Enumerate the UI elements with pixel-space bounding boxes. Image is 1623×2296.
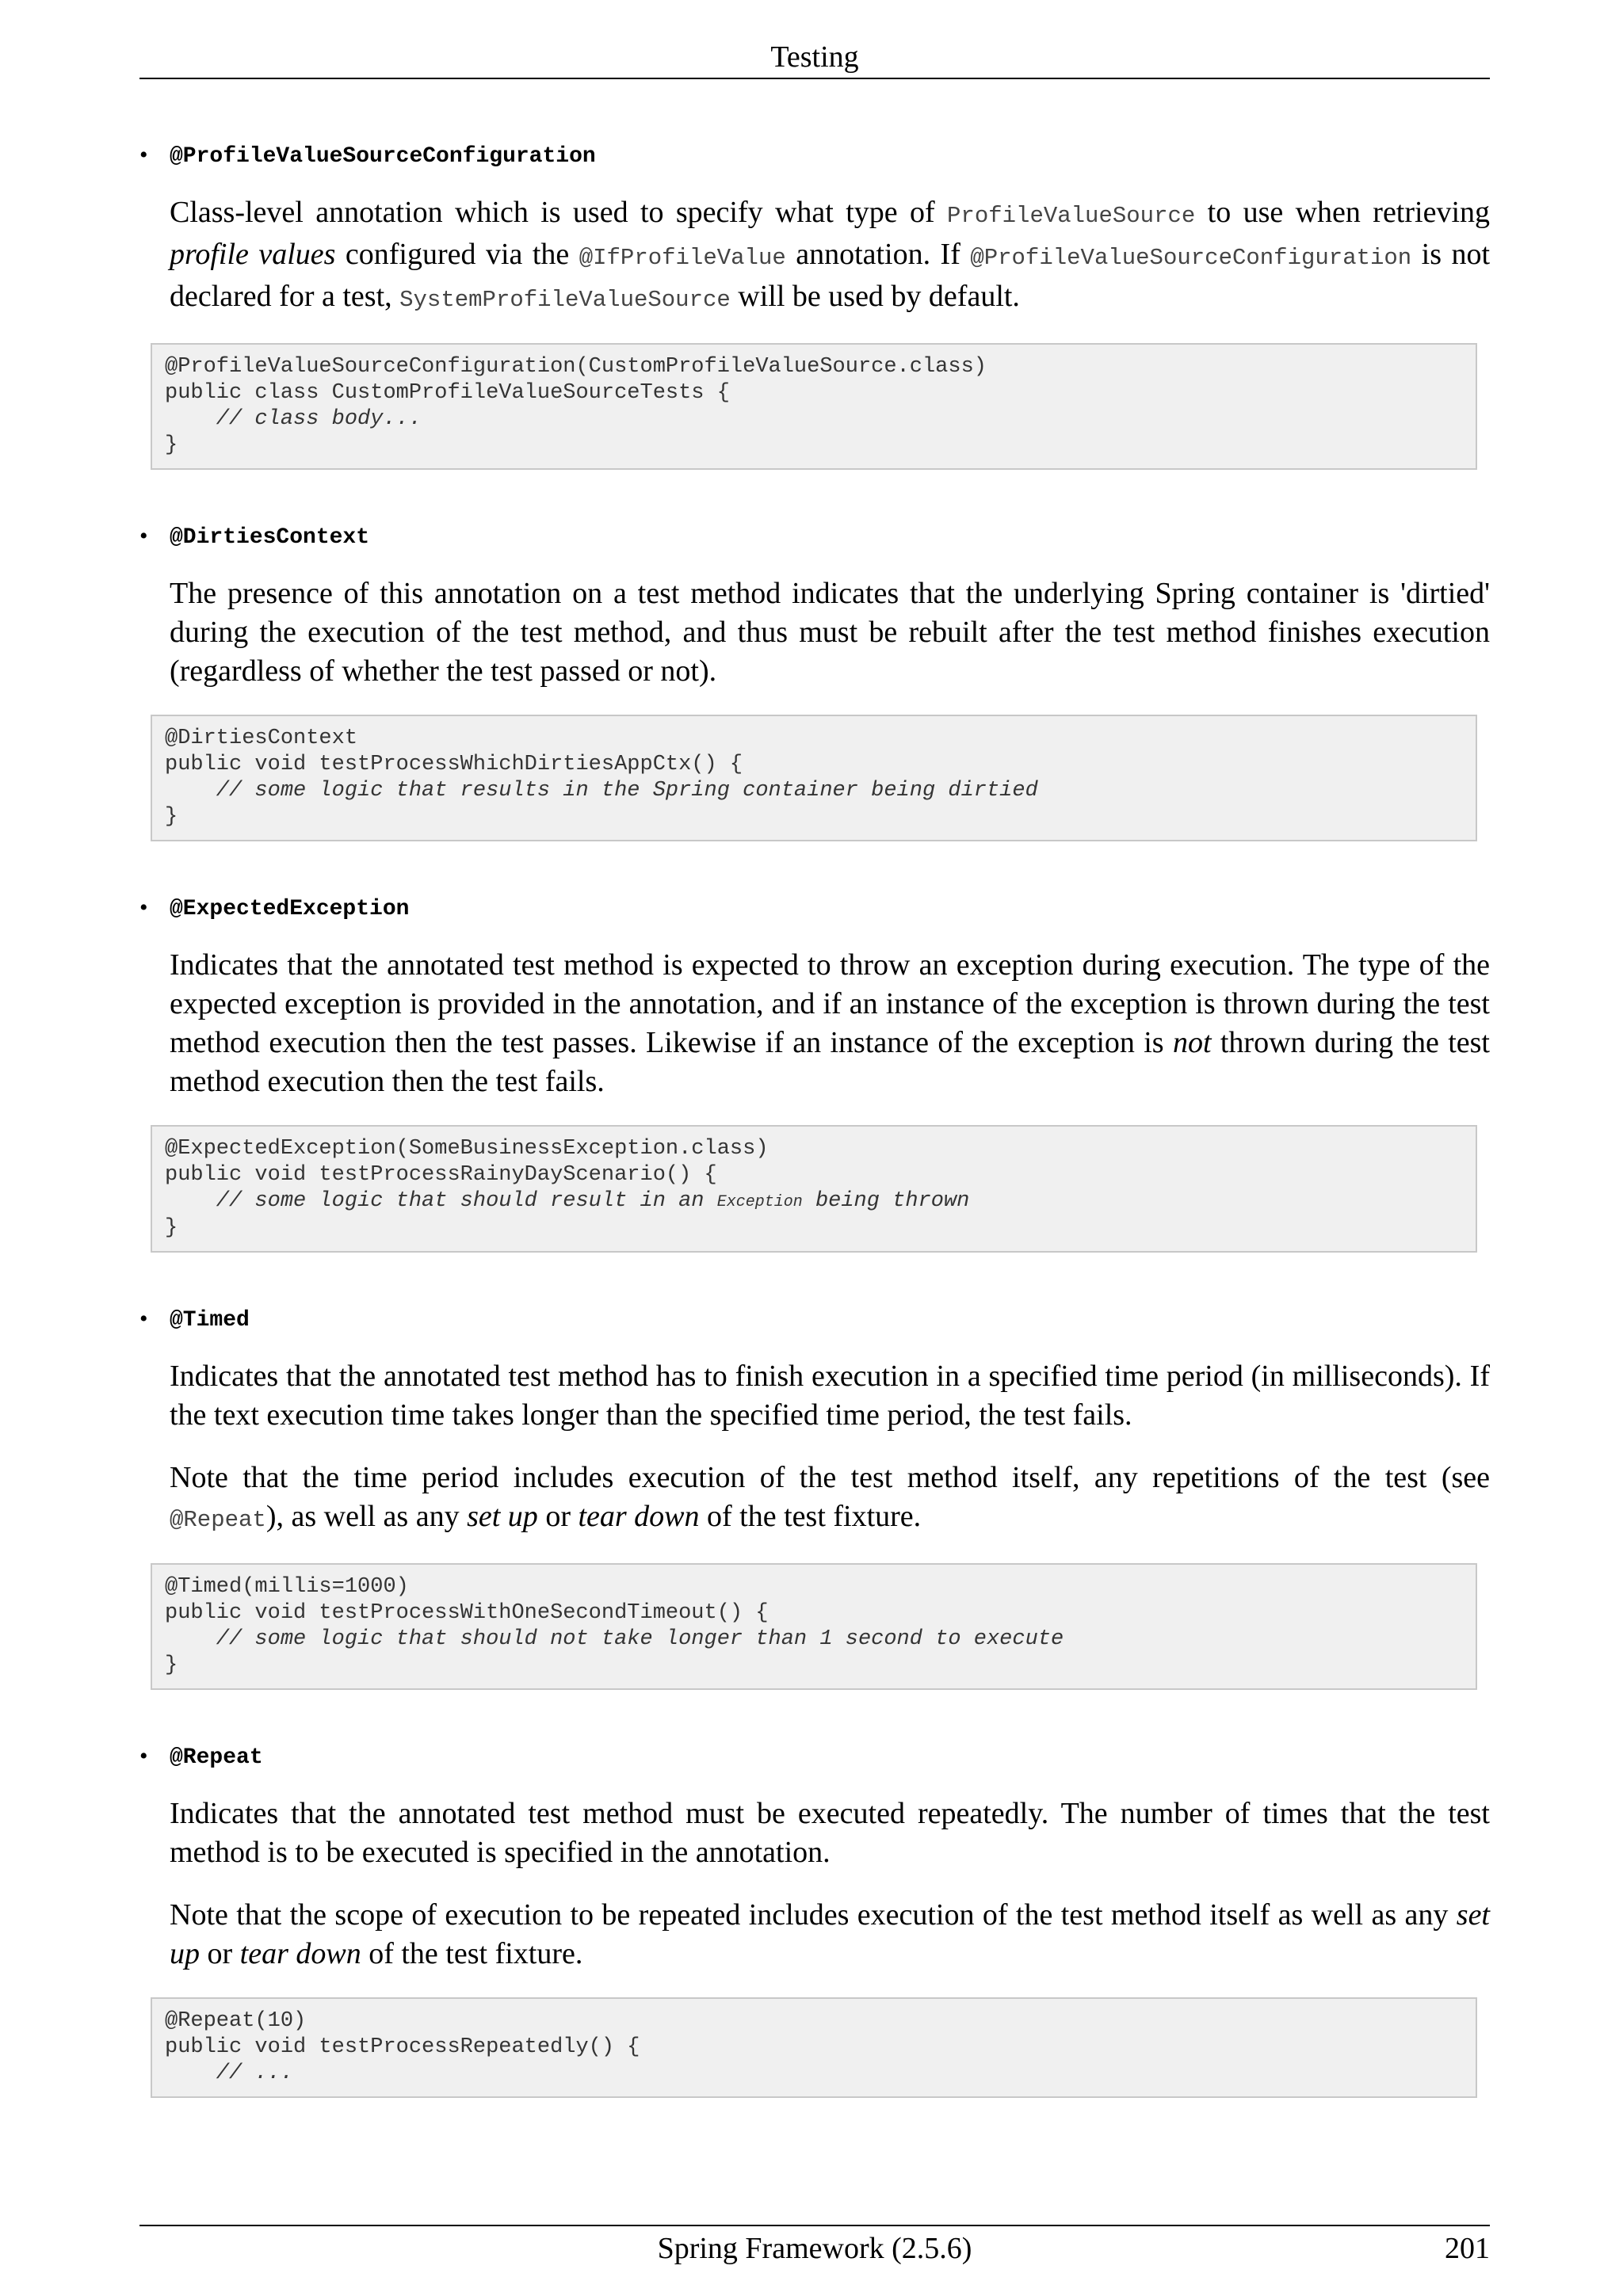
term-label: @Repeat (170, 1745, 263, 1770)
code-line: } (165, 433, 178, 457)
header-title: Testing (770, 40, 859, 74)
text-run: or (200, 1937, 240, 1970)
term (139, 524, 1490, 552)
term (139, 143, 1490, 171)
text-run: will be used by default. (730, 280, 1020, 313)
code-line: } (165, 805, 178, 829)
code-comment: // some logic that should not take longer than 1 second to execute (165, 1627, 1064, 1651)
term (139, 1306, 1490, 1335)
text-run: Indicates that the annotated test method is expected to throw an exception during execution. The type of the expected exception is provided in the annotation, and if an instance of the exception is thrown during the test method execution then the test passes. Likewise if an instance of the exception is (170, 948, 1490, 1059)
page-number: 201 (1445, 2232, 1490, 2265)
code-example (151, 343, 1477, 470)
entry-timed (139, 1306, 1490, 1690)
page-header (139, 36, 1490, 79)
text-run: or (537, 1500, 579, 1533)
bullet-icon: • (139, 1743, 148, 1769)
inline-code: SystemProfileValueSource (399, 287, 731, 313)
code-example (151, 1997, 1477, 2098)
annotation-list (139, 143, 1490, 2152)
term-label: @ProfileValueSourceConfiguration (170, 144, 596, 169)
term (139, 1744, 1490, 1772)
code-line: public void testProcessWithOneSecondTimeout() { (165, 1601, 769, 1625)
text-run: to use when retrieving (1195, 196, 1490, 229)
code-comment: // ... (165, 2061, 294, 2085)
description-paragraph: Indicates that the annotated test method has to finish execution in a specified time period (in milliseconds). If the text execution time takes longer than the specified time period, the test fails. (170, 1360, 1490, 1432)
text-run: ), as well as any (265, 1500, 468, 1533)
text-run: of the test fixture. (361, 1937, 583, 1970)
emphasis: set up (170, 1898, 1490, 1970)
text-run: thrown during the test method execution then the test fails. (170, 1026, 1490, 1098)
code-line: public void testProcessWhichDirtiesAppCtx() { (165, 753, 743, 776)
emphasis: tear down (578, 1500, 700, 1533)
inline-code: @ProfileValueSourceConfiguration (970, 245, 1412, 271)
description-paragraph (170, 946, 1490, 1101)
term-label: @Timed (170, 1308, 250, 1333)
inline-code: @Repeat (170, 1507, 266, 1533)
description-paragraph: Indicates that the annotated test method must be executed repeatedly. The number of times that the test method is to be executed is specified in the annotation. (170, 1797, 1490, 1869)
emphasis: not (1172, 1026, 1212, 1059)
code-line: @ProfileValueSourceConfiguration(CustomProfileValueSource.class) (165, 355, 987, 379)
text-run: configured via the (335, 238, 579, 271)
entry-repeat (139, 1744, 1490, 2098)
bullet-icon: • (139, 894, 148, 921)
code-line: @DirtiesContext (165, 727, 358, 750)
code-line: public void testProcessRainyDayScenario() { (165, 1163, 717, 1187)
text-run: Class-level annotation which is used to specify what type of (170, 196, 948, 229)
text-run: annotation. If (785, 238, 971, 271)
code-comment: // some logic that results in the Spring container being dirtied (165, 779, 1038, 803)
code-line: @Timed(millis=1000) (165, 1575, 409, 1599)
entry-profile-value-source-configuration (139, 143, 1490, 470)
text-run: Note that the scope of execution to be repeated includes execution of the test method itself as well as any (170, 1898, 1457, 1932)
term-label: @DirtiesContext (170, 525, 370, 550)
term-label: @ExpectedException (170, 897, 410, 921)
page-footer (139, 2225, 1490, 2271)
code-line: public void testProcessRepeatedly() { (165, 2035, 640, 2059)
text-run: is not declared for a test, (170, 238, 1491, 313)
code-comment: // class body... (165, 407, 422, 431)
emphasis: set up (467, 1500, 538, 1533)
entry-expected-exception (139, 895, 1490, 1253)
code-example (151, 1125, 1477, 1253)
inline-code: @IfProfileValue (579, 245, 786, 271)
description-paragraph (170, 193, 1490, 319)
footer-title: Spring Framework (2.5.6) (657, 2232, 972, 2265)
description-paragraph (170, 1459, 1490, 1539)
description-paragraph: The presence of this annotation on a test method indicates that the underlying Spring container is 'dirtied' during the execution of the test method, and thus must be rebuilt after the test method finishes execution (regardless of whether the test passed or not). (170, 577, 1490, 688)
bullet-icon: • (139, 523, 148, 549)
text-run: Note that the time period includes execution of the test method itself, any repetitions of the test (see (170, 1461, 1490, 1494)
code-inline-class: Exception (716, 1193, 803, 1211)
bullet-icon: • (139, 1306, 148, 1332)
description-paragraph (170, 1896, 1490, 1974)
inline-code: ProfileValueSource (947, 203, 1196, 229)
text-run: of the test fixture. (699, 1500, 922, 1533)
bullet-icon: • (139, 142, 148, 168)
code-line: public class CustomProfileValueSourceTests { (165, 381, 730, 405)
emphasis: profile values (170, 238, 336, 271)
emphasis: tear down (239, 1937, 361, 1970)
code-comment: being thrown (802, 1189, 970, 1213)
term (139, 895, 1490, 924)
code-line: } (165, 1653, 178, 1677)
code-comment: // some logic that should result in an (165, 1189, 717, 1213)
code-example (151, 1563, 1477, 1690)
code-line: @Repeat(10) (165, 2009, 307, 2033)
code-line: @ExpectedException(SomeBusinessException.class) (165, 1137, 769, 1161)
code-example (151, 715, 1477, 841)
entry-dirties-context (139, 524, 1490, 841)
code-line: } (165, 1216, 178, 1240)
